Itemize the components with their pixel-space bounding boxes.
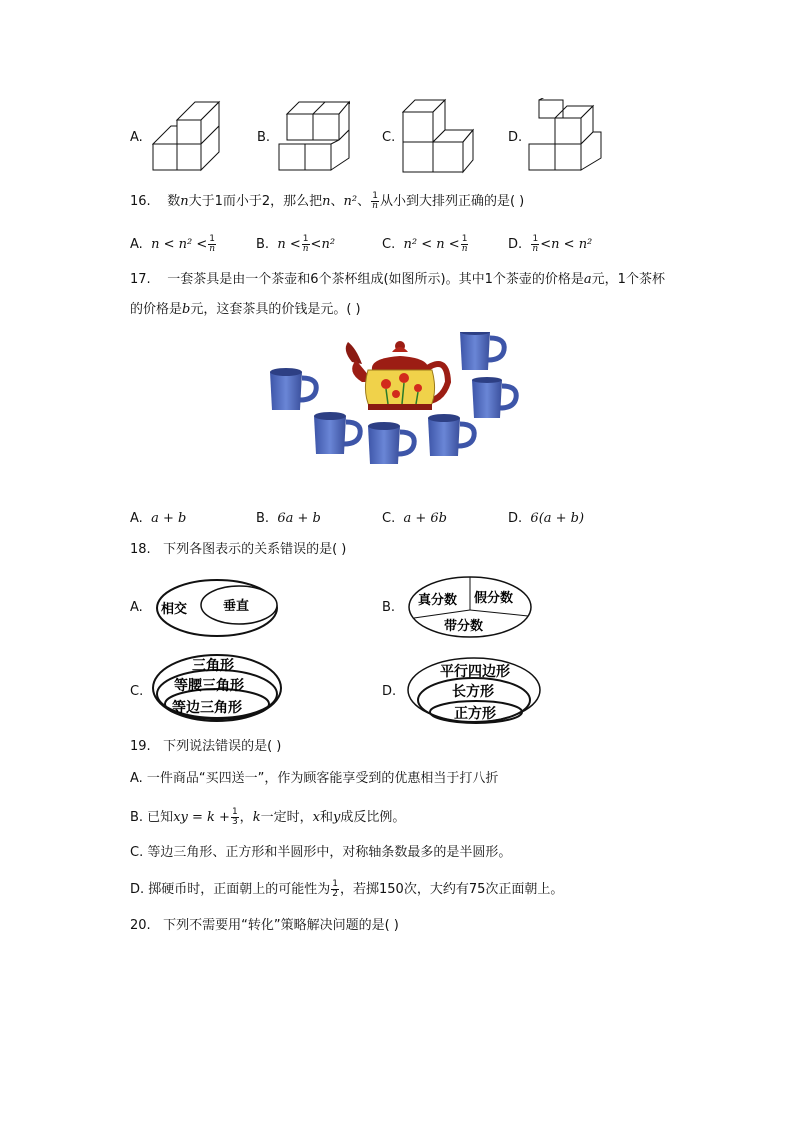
teapot-icon	[346, 341, 448, 410]
q15-option-b-label: B.	[257, 130, 271, 145]
q16-option-a[interactable]: A. n < n² < $\frac{1}{n}$	[130, 234, 216, 254]
q18-option-d-diagram	[406, 656, 542, 724]
q18-option-b-diagram	[406, 574, 534, 640]
q18-option-a-diagram	[155, 577, 280, 639]
q16-option-d[interactable]: D. $\frac{1}{n}$ <n < n²	[508, 234, 593, 254]
cup-icon	[368, 422, 414, 464]
q16-option-b[interactable]: B. n < $\frac{1}{n}$ <n²	[256, 234, 336, 254]
q20-stem: 20. 下列不需要用“转化”策略解决问题的是( )	[130, 918, 399, 933]
q15-option-a-figure	[152, 100, 224, 172]
q17-option-c[interactable]: C. a + 6b	[382, 511, 447, 526]
q18-d-label-1: 平行四边形	[440, 664, 510, 680]
cup-icon	[270, 368, 316, 410]
q15-option-d-figure	[528, 98, 604, 174]
cup-icon	[428, 414, 474, 456]
q19-option-d[interactable]: D. 掷硬币时，正面朝上的可能性为 $\frac{1}{2}$ ，若掷150次，大约有75次正面朝上。	[130, 879, 564, 899]
q17-stem-line2: 的价格是b元，这套茶具的价钱是元。( )	[130, 302, 361, 317]
q18-option-a-label[interactable]: A.	[130, 600, 143, 615]
q16-option-c[interactable]: C. n² < n < $\frac{1}{n}$	[382, 234, 468, 254]
cup-icon	[472, 377, 516, 418]
q15-option-b-figure	[278, 100, 350, 172]
q15-option-c-figure	[402, 98, 474, 174]
q18-d-label-3: 正方形	[454, 706, 496, 722]
cup-icon	[460, 332, 504, 370]
q17-stem-line1: 17. 一套茶具是由一个茶壶和6个茶杯组成(如图所示)。其中1个茶壶的价格是a元，1个茶杯	[130, 272, 665, 287]
q17-option-d[interactable]: D. 6(a + b)	[508, 511, 585, 526]
q19-option-a[interactable]: A. 一件商品“买四送一”，作为顾客能享受到的优惠相当于打八折	[130, 771, 499, 786]
q18-c-label-3: 等边三角形	[172, 700, 242, 716]
q16-stem: 16. 数n大于1而小于2，那么把n、n²、 $\frac{1}{n}$ 从小到大排列正确的是( )	[130, 191, 525, 211]
q17-option-b[interactable]: B. 6a + b	[256, 511, 321, 526]
q18-b-label-3: 带分数	[444, 619, 484, 634]
q19-stem: 19. 下列说法错误的是( )	[130, 739, 282, 754]
q18-stem: 18. 下列各图表示的关系错误的是( )	[130, 542, 347, 557]
q18-d-label-2: 长方形	[452, 684, 494, 700]
cup-icon	[314, 412, 360, 454]
q17-option-a[interactable]: A. a + b	[130, 511, 187, 526]
q18-b-label-2: 假分数	[474, 591, 514, 606]
q19-option-b[interactable]: B. 已知xy = k + $\frac{1}{3}$ ，k一定时，x和y成反比例。	[130, 807, 406, 827]
q18-a-inner-label: 垂直	[223, 599, 250, 614]
q18-c-label-2: 等腰三角形	[174, 678, 244, 694]
q18-a-outer-label: 相交	[161, 602, 188, 617]
q18-option-c-diagram	[150, 652, 284, 724]
q18-option-d-label[interactable]: D.	[382, 684, 397, 699]
q18-option-c-label[interactable]: C.	[130, 684, 144, 699]
q15-option-a-label: A.	[130, 130, 143, 145]
teaset-image	[262, 332, 532, 472]
q15-option-c-label: C.	[382, 130, 396, 145]
q18-b-label-1: 真分数	[418, 593, 458, 608]
q19-option-c[interactable]: C. 等边三角形、正方形和半圆形中，对称轴条数最多的是半圆形。	[130, 845, 512, 860]
q15-option-d-label: D.	[508, 130, 523, 145]
q18-c-label-1: 三角形	[192, 658, 234, 674]
q18-option-b-label[interactable]: B.	[382, 600, 396, 615]
